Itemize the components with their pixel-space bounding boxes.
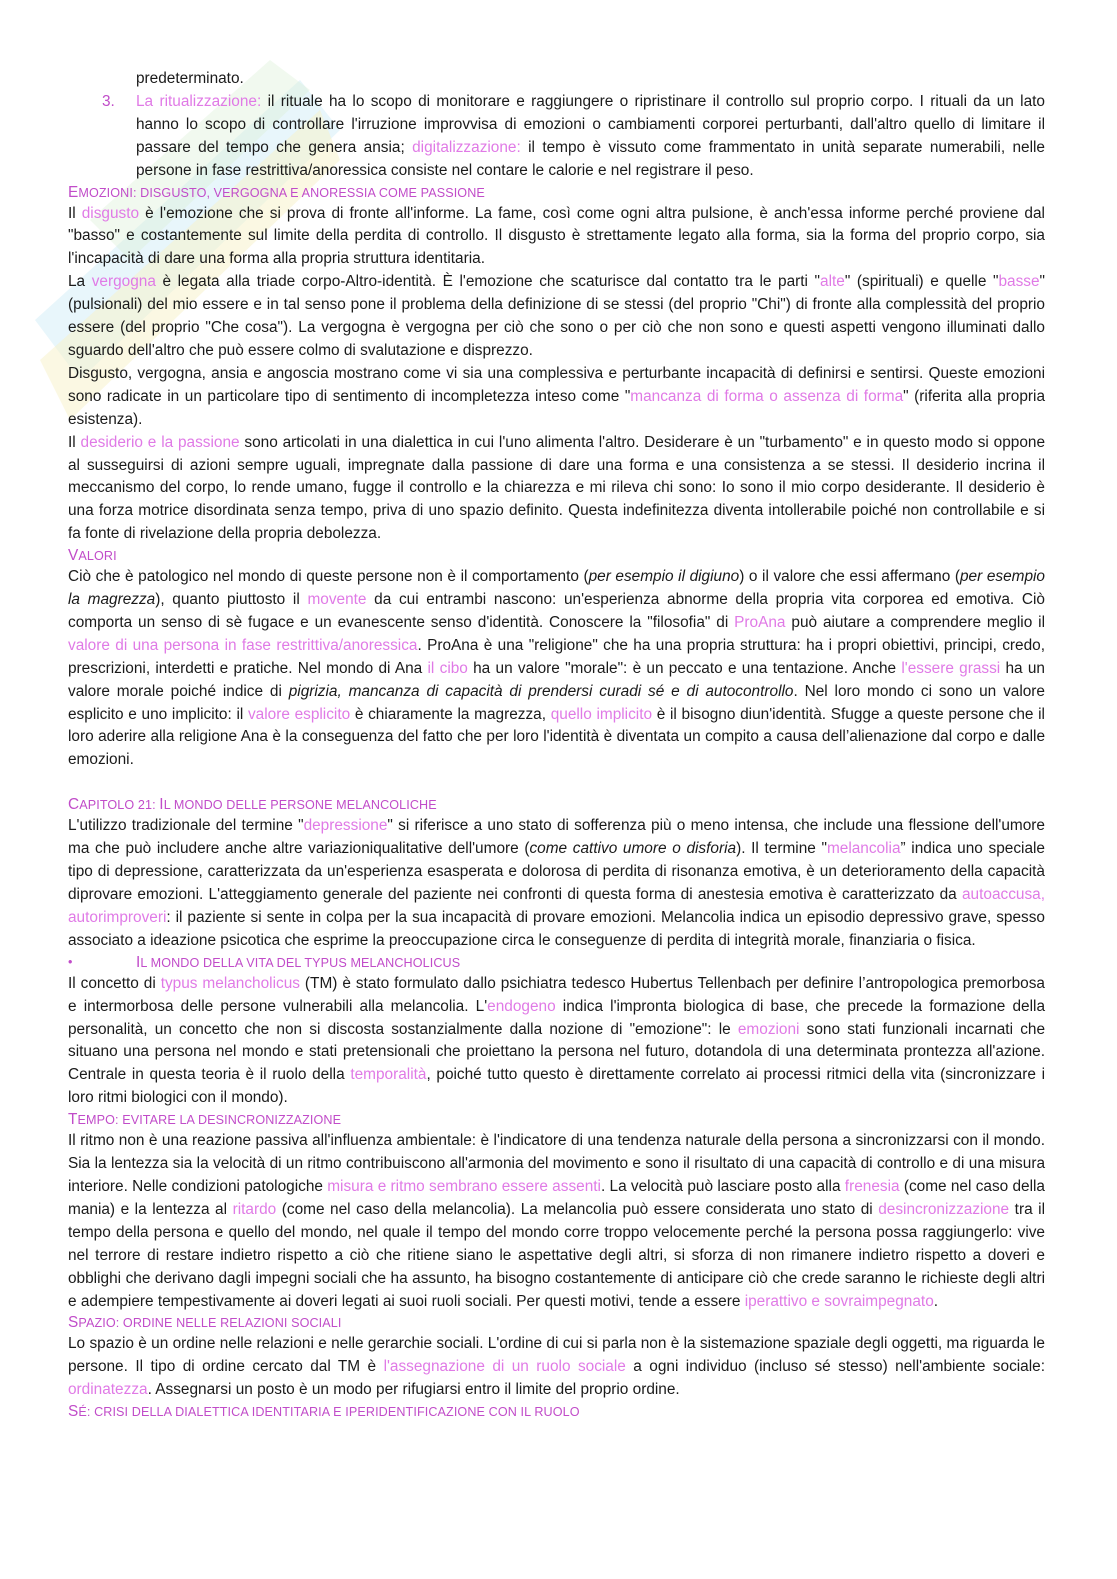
heading-spazio: SPAZIO: ORDINE NELLE RELAZIONI SOCIALI xyxy=(68,1314,342,1332)
term-desincronizzazione: desincronizzazione xyxy=(878,1200,1010,1218)
term-autoaccusa: autoaccusa, autorimproveri xyxy=(68,886,1045,926)
paragraph-valori: Ciò che è patologico nel mondo di queste persone non è il comportamento (per esempio il digiuno) o il valore che essi affermano (per esempio la magrezza), quanto piuttosto il movente da cui entrambi nascono: un'esperienza abnorme della propria vita corporea ed emotiva. Ciò comporta un senso di sè fugace e un evanescente senso d'identità. Conoscere la "filosofia" di ProAna può aiutare a comprendere meglio il valore di una persona in fase restrittiva/anoressica. ProAna è una "religione" che ha una propria struttura: ha i propri obiettivi, principi, credo, prescrizioni, interdetti e pratiche. Nel mondo di Ana il cibo ha un valore "morale": è un peccato e una tentazione. Anche l'essere grassi ha un valore morale poiché indice di pigrizia, mancanza di capacità di prendersi curadi sé e di autocontrollo. Nel loro mondo ci sono un valore esplicito e uno implicito: il valore esplicito è chiaramente la magrezza, quello implicito è il bisogno diun'identità. Sfugge a queste persone che il loro aderire alla religione Ana è la conseguenza del fatto che per loro l'identità è diventata un compito a causa dell’alienazione dal corpo e dalle emozioni. xyxy=(68,568,1046,769)
paragraph-disgusto: Il disgusto è l'emozione che si prova di fronte all'informe. La fame, così come ogni altra pulsione, è anch'essa informe perché proviene dal "basso" e costantemente sul limite della perdita di controllo. Il disgusto è strettamente legato alla forma, sia la forma del proprio corpo, sia l'incapacità di dare una forma alla propria struttura identitaria. xyxy=(68,204,1045,268)
paragraph-spazio: Lo spazio è un ordine nelle relazioni e nelle gerarchie sociali. L'ordine di cui si parla non è la sistemazione spaziale degli oggetti, ma riguarda le persone. Il tipo di ordine cercato dal TM è l'assegnazione di un ruolo sociale a ogni individuo (incluso sé stesso) nell'ambiente sociale: ordinatezza. Assegnarsi un posto è un modo per rifugiarsi entro il limite del proprio ordine. xyxy=(68,1335,1045,1399)
term-frenesia: frenesia xyxy=(844,1177,900,1195)
term-assegnazione-ruolo: l'assegnazione di un ruolo sociale xyxy=(383,1358,626,1376)
term-misura-ritmo: misura e ritmo sembrano essere assenti xyxy=(327,1177,601,1195)
spacer xyxy=(68,772,1045,795)
term-valore-esplicito: valore esplicito xyxy=(247,705,351,723)
previous-item-end: predeterminato. xyxy=(136,70,244,87)
document-body xyxy=(68,68,1045,1422)
term-temporalita: temporalità xyxy=(350,1066,427,1084)
term-alte: alte xyxy=(820,273,845,291)
heading-emozioni: EMOZIONI: DISGUSTO, VERGOGNA E ANORESSIA COME PASSIONE xyxy=(68,183,485,201)
term-endogeno: endogeno xyxy=(487,997,556,1015)
term-disgusto: disgusto xyxy=(81,204,140,222)
list-item-ritualizzazione: 3. La ritualizzazione: il rituale ha lo scopo di monitorare e raggiungere o ripristinare il controllo sul proprio corpo. I rituali da un lato hanno lo scopo di controllare l'irruzione improvvisa di emozioni o cambiamenti corporei perturbanti, dall'altro quello di limitare il passare del tempo che genera ansia; digitalizzazione: il tempo è vissuto come frammentato in unità separate numerabili, nelle persone in fase restrittiva/anoressica consiste nel contare le calorie e nel registrare il peso. xyxy=(102,92,1045,179)
term-iperattivo: iperattivo e sovraimpegnato xyxy=(744,1292,934,1310)
term-essere-grassi: l'essere grassi xyxy=(901,659,1001,677)
term-mancanza-forma: mancanza di forma o assenza di forma xyxy=(630,387,904,405)
paragraph-tempo: Il ritmo non è una reazione passiva all'influenza ambientale: è l'indicatore di una tendenza naturale della persona a sincronizzarsi con il mondo. Sia la lentezza sia la velocità di un ritmo contribuiscono all'armonia del movimento e sono il risultato di una capacità di controllo e di una misura interiore. Nelle condizioni patologiche misura e ritmo sembrano essere assenti. La velocità può lasciare posto alla frenesia (come nel caso della mania) e la lentezza al ritardo (come nel caso della melancolia). La melancolia può essere considerata uno stato di desincronizzazione tra il tempo della persona e quello del mondo, nel quale il tempo del mondo corre troppo velocemente perché la persona possa raggiungerlo: vive nel terrore di restare indietro rispetto a ciò che ritiene siano le aspettative degli altri, si sforza di non rimanere indietro rispetto a doveri e obblighi che derivano dagli impegni sociali che ha assunto, ha bisogno costantemente di anticipare ciò che crede saranno le richieste degli altri e adempiere tempestivamente ai doveri legati ai suoi ruoli sociali. Per questi motivi, tende a essere iperattivo e sovraimpegnato. xyxy=(68,1132,1046,1310)
heading-se: SÉ: CRISI DELLA DIALETTICA IDENTITARIA E IPERIDENTIFICAZIONE CON IL RUOLO xyxy=(68,1403,580,1421)
term-digitalizzazione: digitalizzazione: xyxy=(412,138,521,156)
term-desiderio-passione: desiderio e la passione xyxy=(80,433,240,451)
heading-valori: VALORI xyxy=(68,547,117,565)
paragraph-vergogna: La vergogna è legata alla triade corpo-Altro-identità. È l'emozione che scaturisce dal contatto tra le parti "alte" (spirituali) e quelle "basse" (pulsionali) del mio essere e in tal senso pone il problema della definizione di se stessi (del proprio "Chi") di fronte alla complessità del proprio essere (del proprio "Che cosa"). La vergogna è vergogna per ciò che sono o per ciò che non sono e questi aspetti vengono illuminati dallo sguardo dell'altro che può essere colmo di svalutazione e disprezzo. xyxy=(68,273,1046,359)
term-cibo: il cibo xyxy=(427,659,468,677)
bullet-icon: • xyxy=(68,954,73,969)
heading-typus-melancholicus: • IL MONDO DELLA VITA DEL TYPUS MELANCHOLICUS xyxy=(68,953,461,971)
term-movente: movente xyxy=(307,591,367,609)
paragraph-desiderio: Il desiderio e la passione sono articolati in una dialettica in cui l'uno alimenta l'altro. Desiderare è un "turbamento" e in questo modo si oppone al susseguirsi di azioni sempre uguali, impregnate dalla passione di dare una forma e una consistenza a se stessi. Il desiderio incrina il meccanismo del corpo, lo rende umano, fugge il controllo e la chiarezza e mi rileva chi sono: Io sono il mio corpo desiderante. Il desiderio è una forza motrice disordinata senza tempo, priva di uno spazio definito. Questa indefinitezza diventa intollerabile poiché non controllabile e si fa fonte di rivelazione della propria debolezza. xyxy=(68,433,1046,543)
heading-tempo: TEMPO: EVITARE LA DESINCRONIZZAZIONE xyxy=(68,1111,342,1129)
paragraph-incompletezza: Disgusto, vergogna, ansia e angoscia mostrano come vi sia una complessiva e perturbante incapacità di definirsi e sentirsi. Queste emozioni sono radicate in un particolare tipo di sentimento di incompletezza inteso come "mancanza di forma o assenza di forma" (riferita alla propria esistenza). xyxy=(68,364,1046,428)
term-emozioni: emozioni xyxy=(737,1020,800,1038)
term-basse: basse xyxy=(998,273,1040,291)
term-vergogna: vergogna xyxy=(91,273,156,291)
term-ritardo: ritardo xyxy=(232,1200,277,1218)
term-depressione: depressione xyxy=(303,817,388,835)
term-quello-implicito: quello implicito xyxy=(550,705,653,723)
heading-capitolo-21: CAPITOLO 21: IL MONDO DELLE PERSONE MELANCOLICHE xyxy=(68,796,437,814)
term-melancolia: melancolia xyxy=(826,840,901,858)
term-ordinatezza: ordinatezza xyxy=(68,1381,148,1399)
list-number: 3. xyxy=(102,92,115,110)
term-typus: typus melancholicus xyxy=(160,974,300,992)
term-ritualizzazione: La ritualizzazione: xyxy=(136,92,262,110)
term-proana: ProAna xyxy=(734,613,786,631)
term-valore-persona: valore di una persona in fase restrittiva/anoressica xyxy=(68,636,418,654)
paragraph-melancolia: L'utilizzo tradizionale del termine "depressione" si riferisce a uno stato di sofferenza più o meno intensa, che include una flessione dell'umore ma che può includere anche altre variazioniqualitative dell'umore (come cattivo umore o disforia). Il termine "melancolia” indica uno speciale tipo di depressione, caratterizzata da un'esperienza esasperata e dolorosa di perdita di risonanza emotiva, è un deterioramento della capacità diprovare emozioni. L'atteggiamento generale del paziente nei confronti di questa forma di anestesia emotiva è caratterizzato da autoaccusa, autorimproveri: il paziente si sente in colpa per la sua incapacità di provare emozioni. Melancolia indica un episodio depressivo grave, spesso associato a ideazione psicotica che esprime la preoccupazione circa le conseguenze di perdita di integrità morale, finanziaria o fisica. xyxy=(68,817,1045,949)
paragraph-typus: Il concetto di typus melancholicus (TM) è stato formulato dallo psichiatra tedesco Hubertus Tellenbach per definire l’antropologica premorbosa e intermorbosa delle persone vulnerabili alla melancolia. L'endogeno indica l'impronta biologica di base, che precede la formazione della personalità, un concetto che non si discosta sostanzialmente dalla nozione di "emozione": le emozioni sono stati funzionali incarnati che situano una persona nel mondo e stati pretensionali che proiettano la persona nel futuro, dotandola di una determinata prontezza all'azione. Centrale in questa teoria è il ruolo della temporalità, poiché tutto questo è direttamente correlato ai processi ritmici della vita (sincronizzare i loro ritmi biologici con il mondo). xyxy=(68,974,1046,1107)
